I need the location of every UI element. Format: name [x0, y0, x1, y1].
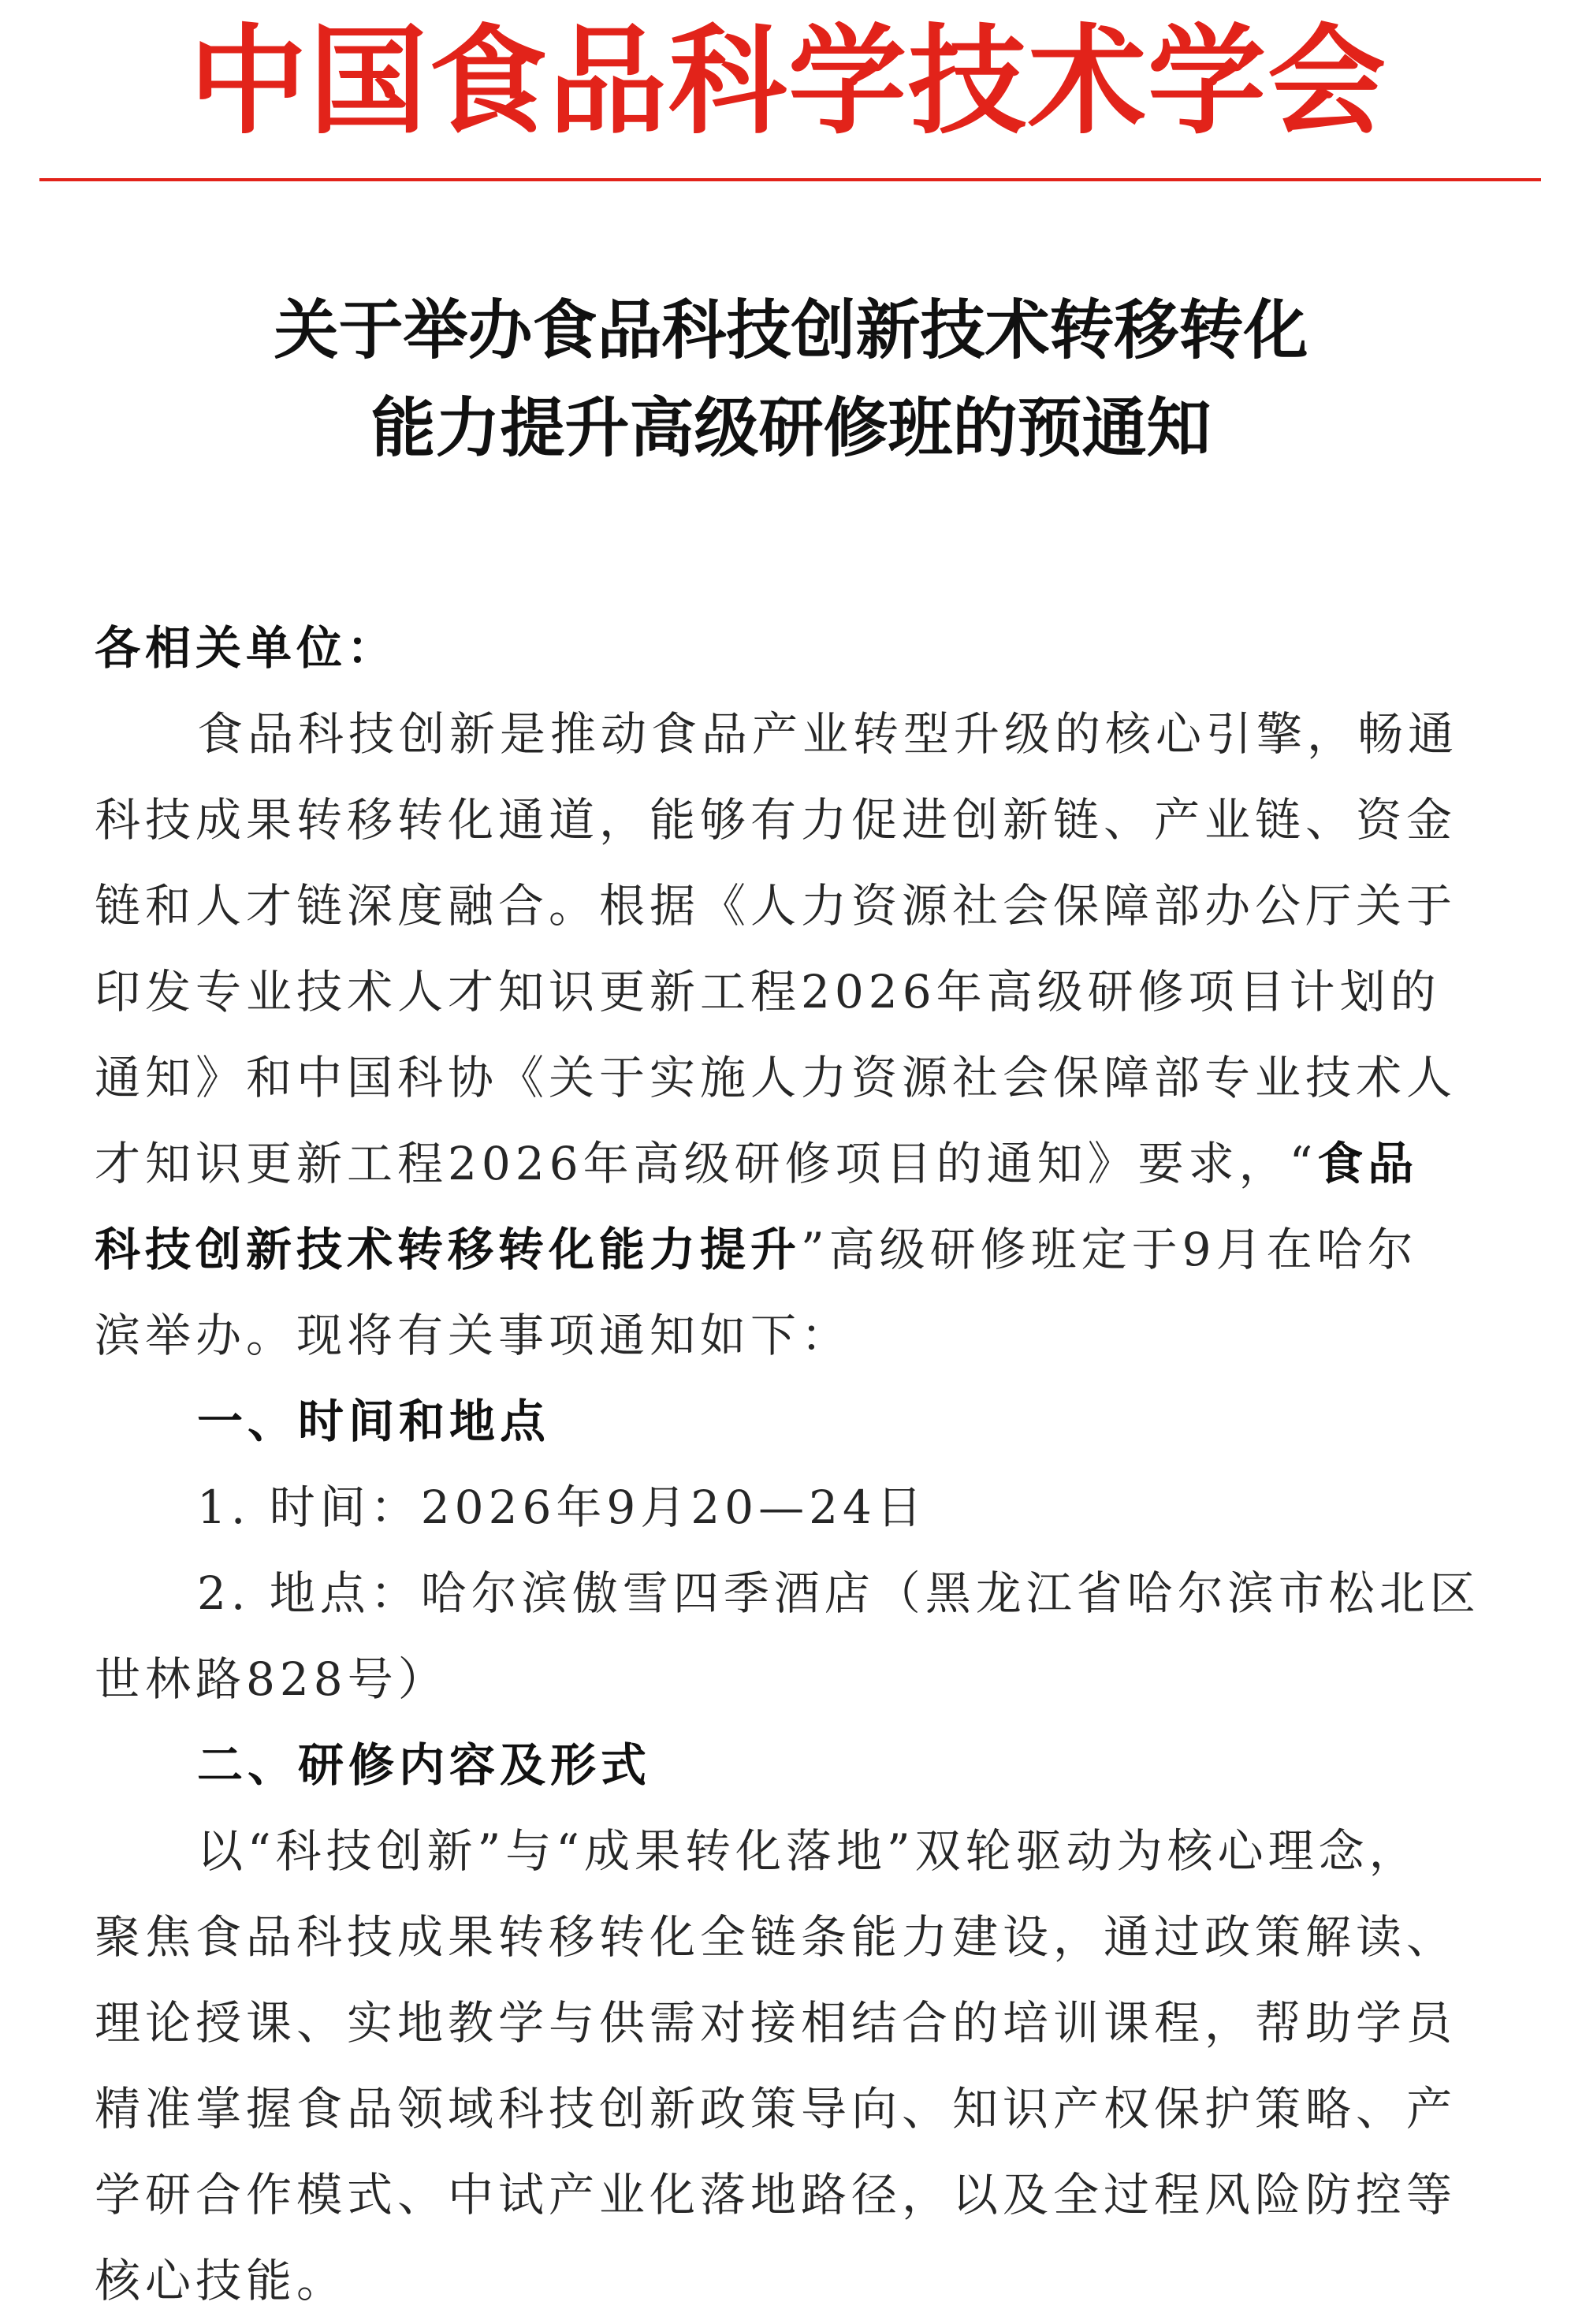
intro-line: 食品科技创新是推动食品产业转型升级的核心引擎，畅通: [197, 707, 1459, 761]
time-item: 1. 时间：2026年9月20—24日: [197, 1480, 927, 1534]
content-line: 以“科技创新”与“成果转化落地”双轮驱动为核心理念，: [197, 1824, 1420, 1878]
letterhead-divider: [39, 178, 1541, 181]
intro-line: 滨举办。现将有关事项通知如下：: [95, 1309, 852, 1362]
document-title: [0, 282, 1582, 478]
intro-text: ”高级研修班定于9月在哈尔: [801, 1223, 1418, 1276]
title-line-2: 能力提升高级研修班的预通知: [370, 391, 1212, 466]
document-body: [95, 605, 1482, 2324]
place-item: 2. 地点：哈尔滨傲雪四季酒店（黑龙江省哈尔滨市松北区: [197, 1566, 1480, 1620]
content-line: 精准掌握食品领域科技创新政策导向、知识产权保护策略、产: [95, 2082, 1457, 2136]
organization-name: 中国食品科学技术学会: [188, 13, 1387, 151]
intro-text: 才知识更新工程2026年高级研修项目的通知》要求，“: [95, 1137, 1318, 1190]
section-heading-content-format: 二、研修内容及形式: [197, 1738, 652, 1792]
salutation: 各相关单位：: [95, 621, 398, 675]
intro-line: 科技成果转移转化通道，能够有力促进创新链、产业链、资金: [95, 793, 1457, 847]
intro-line: 通知》和中国科协《关于实施人力资源社会保障部专业技术人: [95, 1051, 1457, 1104]
content-line: 学研合作模式、中试产业化落地路径，以及全过程风险防控等: [95, 2168, 1457, 2222]
section-heading-time-place: 一、时间和地点: [197, 1395, 551, 1448]
program-name-emphasis: 科技创新技术转移转化能力提升: [95, 1223, 802, 1276]
intro-line: 链和人才链深度融合。根据《人力资源社会保障部办公厅关于: [95, 879, 1457, 933]
content-line: 核心技能。: [95, 2254, 348, 2307]
place-item-continued: 世林路828号）: [95, 1652, 449, 1706]
intro-line: 印发专业技术人才知识更新工程2026年高级研修项目计划的: [95, 965, 1441, 1019]
intro-line: [95, 1121, 1482, 1207]
content-line: 理论授课、实地教学与供需对接相结合的培训课程，帮助学员: [95, 1996, 1457, 2050]
title-line-1: 关于举办食品科技创新技术转移转化: [274, 293, 1308, 368]
content-line: 聚焦食品科技成果转移转化全链条能力建设，通过政策解读、: [95, 1910, 1457, 1964]
program-name-emphasis: 食品: [1317, 1137, 1419, 1190]
intro-line: [95, 1207, 1482, 1293]
